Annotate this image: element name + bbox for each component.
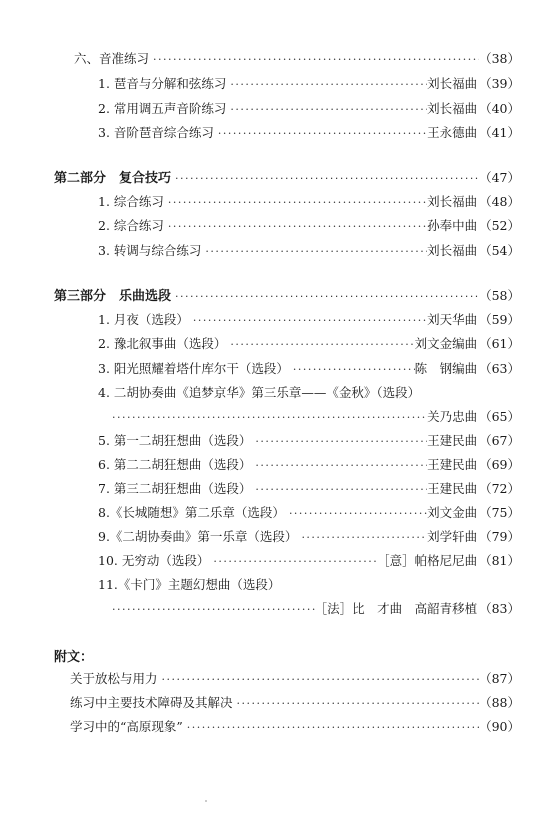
- dot-leader: [226, 336, 414, 354]
- toc-page-number: （65）: [479, 409, 520, 424]
- toc-entry[interactable]: [98, 217, 520, 236]
- toc-author: 刘长福曲: [427, 76, 478, 91]
- toc-page-number: （39）: [479, 76, 520, 91]
- toc-entry[interactable]: [98, 456, 520, 475]
- toc-title: 第二部分 复合技巧: [54, 171, 172, 186]
- dot-leader: [209, 553, 377, 571]
- toc-entry[interactable]: [98, 480, 520, 499]
- dot-leader: [251, 457, 427, 475]
- toc-author: 陈 钢编曲: [414, 361, 478, 376]
- toc-author: 王建民曲: [427, 481, 478, 496]
- toc-page-number: （83）: [479, 601, 520, 616]
- dot-leader: [251, 433, 427, 451]
- toc-title: 3. 转调与综合练习: [98, 243, 202, 258]
- toc-page-number: （72）: [479, 481, 520, 496]
- toc-title: 7. 第三二胡狂想曲（选段）: [98, 481, 252, 496]
- toc-title: 2. 豫北叙事曲（选段）: [98, 336, 227, 351]
- toc-title: 3. 音阶琶音综合练习: [98, 125, 214, 140]
- toc-title: 1. 琶音与分解和弦练习: [98, 76, 227, 91]
- toc-heading-part3[interactable]: [54, 287, 520, 306]
- toc-entry[interactable]: [98, 504, 520, 523]
- dot-leader: [251, 481, 427, 499]
- toc-page-number: （67）: [479, 433, 520, 448]
- appendix-entry[interactable]: [70, 718, 520, 737]
- toc-title: 10. 无穷动（选段）: [98, 553, 210, 568]
- toc-author: 刘天华曲: [427, 312, 478, 327]
- toc-page-number: （48）: [479, 194, 520, 209]
- dot-leader: [201, 243, 427, 261]
- dot-leader: [285, 505, 427, 523]
- toc-page-number: （52）: [479, 218, 520, 233]
- toc-author: 刘文金曲: [427, 505, 478, 520]
- appendix-entry[interactable]: [70, 694, 520, 713]
- toc-entry[interactable]: [98, 75, 520, 94]
- dot-leader: [158, 671, 480, 689]
- toc-entry[interactable]: [98, 528, 520, 547]
- dot-leader: [112, 601, 315, 619]
- toc-entry[interactable]: [98, 193, 520, 212]
- toc-page-number: （79）: [479, 529, 520, 544]
- toc-entry-continuation[interactable]: [112, 408, 520, 427]
- dot-leader: [149, 51, 479, 69]
- toc-page-number: （54）: [479, 243, 520, 258]
- toc-entry[interactable]: [98, 360, 520, 379]
- toc-title: 练习中主要技术障碍及其解决: [70, 695, 233, 710]
- toc-page-number: （88）: [479, 695, 520, 710]
- appendix-entry[interactable]: [70, 670, 520, 689]
- toc-author: 王永德曲: [427, 125, 478, 140]
- toc-author: 王建民曲: [427, 457, 478, 472]
- dot-leader: [164, 194, 427, 212]
- toc-page-number: （69）: [479, 457, 520, 472]
- toc-title: 1. 综合练习: [98, 194, 164, 209]
- toc-page-number: （90）: [479, 719, 520, 734]
- toc-title: 六、音准练习: [74, 51, 150, 66]
- toc-author: 刘长福曲: [427, 194, 478, 209]
- toc-author: 刘长福曲: [427, 101, 478, 116]
- toc-page-number: （87）: [479, 671, 520, 686]
- toc-entry[interactable]: [98, 311, 520, 330]
- dot-leader: [164, 218, 427, 236]
- toc-title: 3. 阳光照耀着塔什库尔干（选段）: [98, 361, 289, 376]
- dot-leader: [226, 101, 427, 119]
- toc-title: 8.《长城随想》第二乐章（选段）: [98, 505, 285, 520]
- dot-leader: [171, 170, 479, 188]
- toc-page-number: （38）: [479, 51, 520, 66]
- toc-title: 第三部分 乐曲选段: [54, 289, 172, 304]
- dot-leader: [171, 288, 479, 306]
- toc-author: 孙奉中曲: [427, 218, 478, 233]
- toc-title: 关于放松与用力: [70, 671, 158, 686]
- toc-author: 刘文金编曲: [414, 336, 478, 351]
- toc-title: 6. 第二二胡狂想曲（选段）: [98, 457, 252, 472]
- toc-title: 1. 月夜（选段）: [98, 312, 189, 327]
- dot-leader: [297, 529, 427, 547]
- toc-title: 9.《二胡协奏曲》第一乐章（选段）: [98, 529, 298, 544]
- scan-speck: [205, 800, 207, 802]
- toc-title: 2. 综合练习: [98, 218, 164, 233]
- toc-title: 学习中的“高原现象”: [70, 719, 183, 734]
- appendix-heading: 附文：: [54, 650, 94, 665]
- toc-author: 关乃忠曲: [427, 409, 478, 424]
- toc-author: ［意］帕格尼尼曲: [377, 553, 478, 568]
- toc-title: 5. 第一二胡狂想曲（选段）: [98, 433, 252, 448]
- toc-page-number: （41）: [479, 125, 520, 140]
- dot-leader: [214, 125, 427, 143]
- toc-page-number: （40）: [479, 101, 520, 116]
- dot-leader: [189, 312, 427, 330]
- dot-leader: [226, 76, 427, 94]
- toc-entry[interactable]: [98, 432, 520, 451]
- toc-page-number: （63）: [479, 361, 520, 376]
- toc-page-number: （75）: [479, 505, 520, 520]
- toc-entry-title-line[interactable]: 11.《卡门》主题幻想曲（选段）: [98, 577, 281, 592]
- toc-entry[interactable]: [98, 124, 520, 143]
- toc-author: 王建民曲: [427, 433, 478, 448]
- toc-author: ［法］比 才曲 高韶青移植: [314, 601, 478, 616]
- toc-entry-continuation[interactable]: [112, 600, 520, 619]
- toc-entry[interactable]: [98, 552, 520, 571]
- toc-author: 刘长福曲: [427, 243, 478, 258]
- toc-page-number: （58）: [479, 288, 520, 303]
- dot-leader: [183, 719, 479, 737]
- toc-page-number: （81）: [479, 553, 520, 568]
- toc-page-number: （59）: [479, 312, 520, 327]
- dot-leader: [233, 695, 480, 713]
- toc-heading-section6[interactable]: [74, 50, 520, 69]
- toc-entry[interactable]: [98, 242, 520, 261]
- toc-page-number: （61）: [479, 336, 520, 351]
- toc-heading-part2[interactable]: [54, 169, 520, 188]
- toc-title: 2. 常用调五声音阶练习: [98, 101, 227, 116]
- toc-entry[interactable]: [98, 335, 520, 354]
- toc-page-number: （47）: [479, 170, 520, 185]
- dot-leader: [289, 361, 415, 379]
- dot-leader: [112, 409, 427, 427]
- toc-entry[interactable]: [98, 100, 520, 119]
- toc-entry-title-line[interactable]: 4. 二胡协奏曲《追梦京华》第三乐章——《金秋》（选段）: [98, 385, 421, 400]
- toc-author: 刘学轩曲: [427, 529, 478, 544]
